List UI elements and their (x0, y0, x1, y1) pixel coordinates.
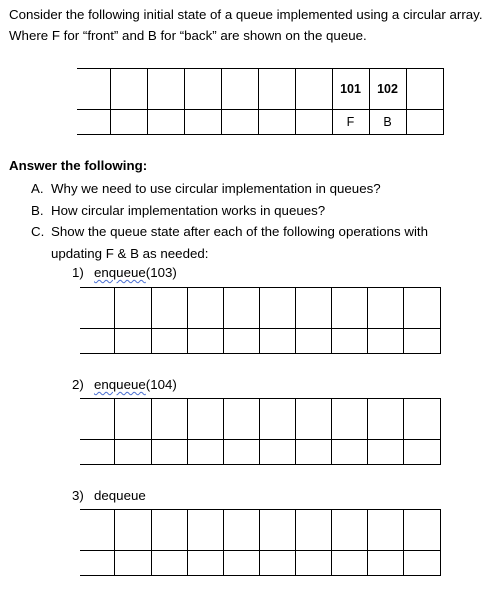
marker-cell (151, 551, 187, 576)
marker-cell (295, 110, 332, 135)
list-item (31, 200, 471, 222)
question-list (31, 178, 471, 264)
list-item (31, 221, 471, 264)
queue-value-row (80, 399, 440, 440)
operation-3-label (72, 488, 146, 503)
marker-cell (331, 551, 367, 576)
queue-cell (77, 69, 110, 110)
marker-cell (295, 551, 331, 576)
queue-cell: 101 (332, 69, 369, 110)
queue-cell (367, 510, 403, 551)
list-item (31, 178, 471, 200)
queue-cell (80, 399, 114, 440)
operation-number: 2) (72, 377, 84, 392)
operation-function: enqueue (94, 377, 146, 392)
queue-cell (406, 69, 443, 110)
queue-cell (295, 510, 331, 551)
intro-paragraph: Consider the following initial state of a queue implemented using a circular array. Where F for “front” and B for “back” are shown on the queue. (9, 7, 483, 43)
queue-cell (367, 288, 403, 329)
queue-cell (187, 399, 223, 440)
list-letter: C. (31, 224, 45, 239)
marker-cell (223, 329, 259, 354)
question-text: How circular implementation works in queues? (51, 202, 326, 218)
queue-cell (184, 69, 221, 110)
queue-cell (151, 288, 187, 329)
queue-cell (331, 399, 367, 440)
marker-cell (147, 110, 184, 135)
queue-marker-row (80, 329, 440, 354)
queue-cell (259, 399, 295, 440)
queue-cell (403, 288, 440, 329)
queue-cell (258, 69, 295, 110)
answer-heading: Answer the following: (9, 158, 148, 173)
queue-cell (403, 510, 440, 551)
queue-cell (259, 510, 295, 551)
marker-cell (114, 551, 151, 576)
queue-cell: 102 (369, 69, 406, 110)
marker-cell (367, 551, 403, 576)
marker-cell (259, 440, 295, 465)
queue-cell (187, 510, 223, 551)
marker-cell (80, 551, 114, 576)
marker-cell (295, 329, 331, 354)
queue-cell (403, 399, 440, 440)
marker-cell (114, 329, 151, 354)
marker-cell (114, 440, 151, 465)
queue-marker-row (77, 110, 443, 135)
marker-cell (403, 329, 440, 354)
queue-cell (80, 510, 114, 551)
queue-cell (114, 510, 151, 551)
initial-queue-table (77, 68, 444, 135)
queue-cell (223, 510, 259, 551)
queue-cell (80, 288, 114, 329)
marker-cell (403, 440, 440, 465)
queue-cell (114, 399, 151, 440)
marker-cell (77, 110, 110, 135)
queue-marker-row (80, 440, 440, 465)
queue-value-row (77, 69, 443, 110)
marker-cell (187, 551, 223, 576)
operation-1-label (72, 265, 177, 280)
marker-cell (187, 329, 223, 354)
answer-queue-table (80, 509, 441, 576)
queue-cell (331, 288, 367, 329)
queue-cell (114, 288, 151, 329)
queue-cell (151, 399, 187, 440)
operation-argument: (103) (145, 265, 177, 280)
question-text: Why we need to use circular implementation in queues? (51, 181, 381, 196)
marker-cell (223, 440, 259, 465)
operation-function: enqueue (94, 265, 146, 280)
queue-value-row (80, 288, 440, 329)
list-letter: B. (31, 202, 44, 218)
marker-cell (367, 440, 403, 465)
list-letter: A. (31, 181, 44, 196)
marker-cell (80, 329, 114, 354)
marker-cell (221, 110, 258, 135)
marker-cell (151, 329, 187, 354)
queue-cell (110, 69, 147, 110)
marker-cell (258, 110, 295, 135)
marker-cell (403, 551, 440, 576)
queue-marker-row (80, 551, 440, 576)
queue-cell (223, 399, 259, 440)
marker-cell (223, 551, 259, 576)
queue-cell (187, 288, 223, 329)
marker-cell (80, 440, 114, 465)
answer-queue-table (80, 287, 441, 354)
back-marker: B (369, 110, 406, 135)
marker-cell (259, 551, 295, 576)
queue-cell (147, 69, 184, 110)
marker-cell (259, 329, 295, 354)
marker-cell (151, 440, 187, 465)
operation-2-label (72, 377, 177, 392)
queue-cell (221, 69, 258, 110)
marker-cell (110, 110, 147, 135)
operation-function: dequeue (94, 488, 146, 503)
queue-cell (151, 510, 187, 551)
marker-cell (184, 110, 221, 135)
operation-number: 3) (72, 488, 84, 503)
queue-cell (295, 69, 332, 110)
marker-cell (187, 440, 223, 465)
queue-cell (367, 399, 403, 440)
question-text: Show the queue state after each of the following operations with updating F & B as needed: (51, 224, 428, 261)
queue-cell (295, 399, 331, 440)
queue-cell (259, 288, 295, 329)
operation-number: 1) (72, 265, 84, 280)
operation-argument: (104) (145, 377, 177, 392)
front-marker: F (332, 110, 369, 135)
queue-cell (331, 510, 367, 551)
queue-cell (295, 288, 331, 329)
marker-cell (331, 329, 367, 354)
queue-value-row (80, 510, 440, 551)
answer-queue-table (80, 398, 441, 465)
queue-cell (223, 288, 259, 329)
marker-cell (295, 440, 331, 465)
marker-cell (367, 329, 403, 354)
marker-cell (331, 440, 367, 465)
marker-cell (406, 110, 443, 135)
